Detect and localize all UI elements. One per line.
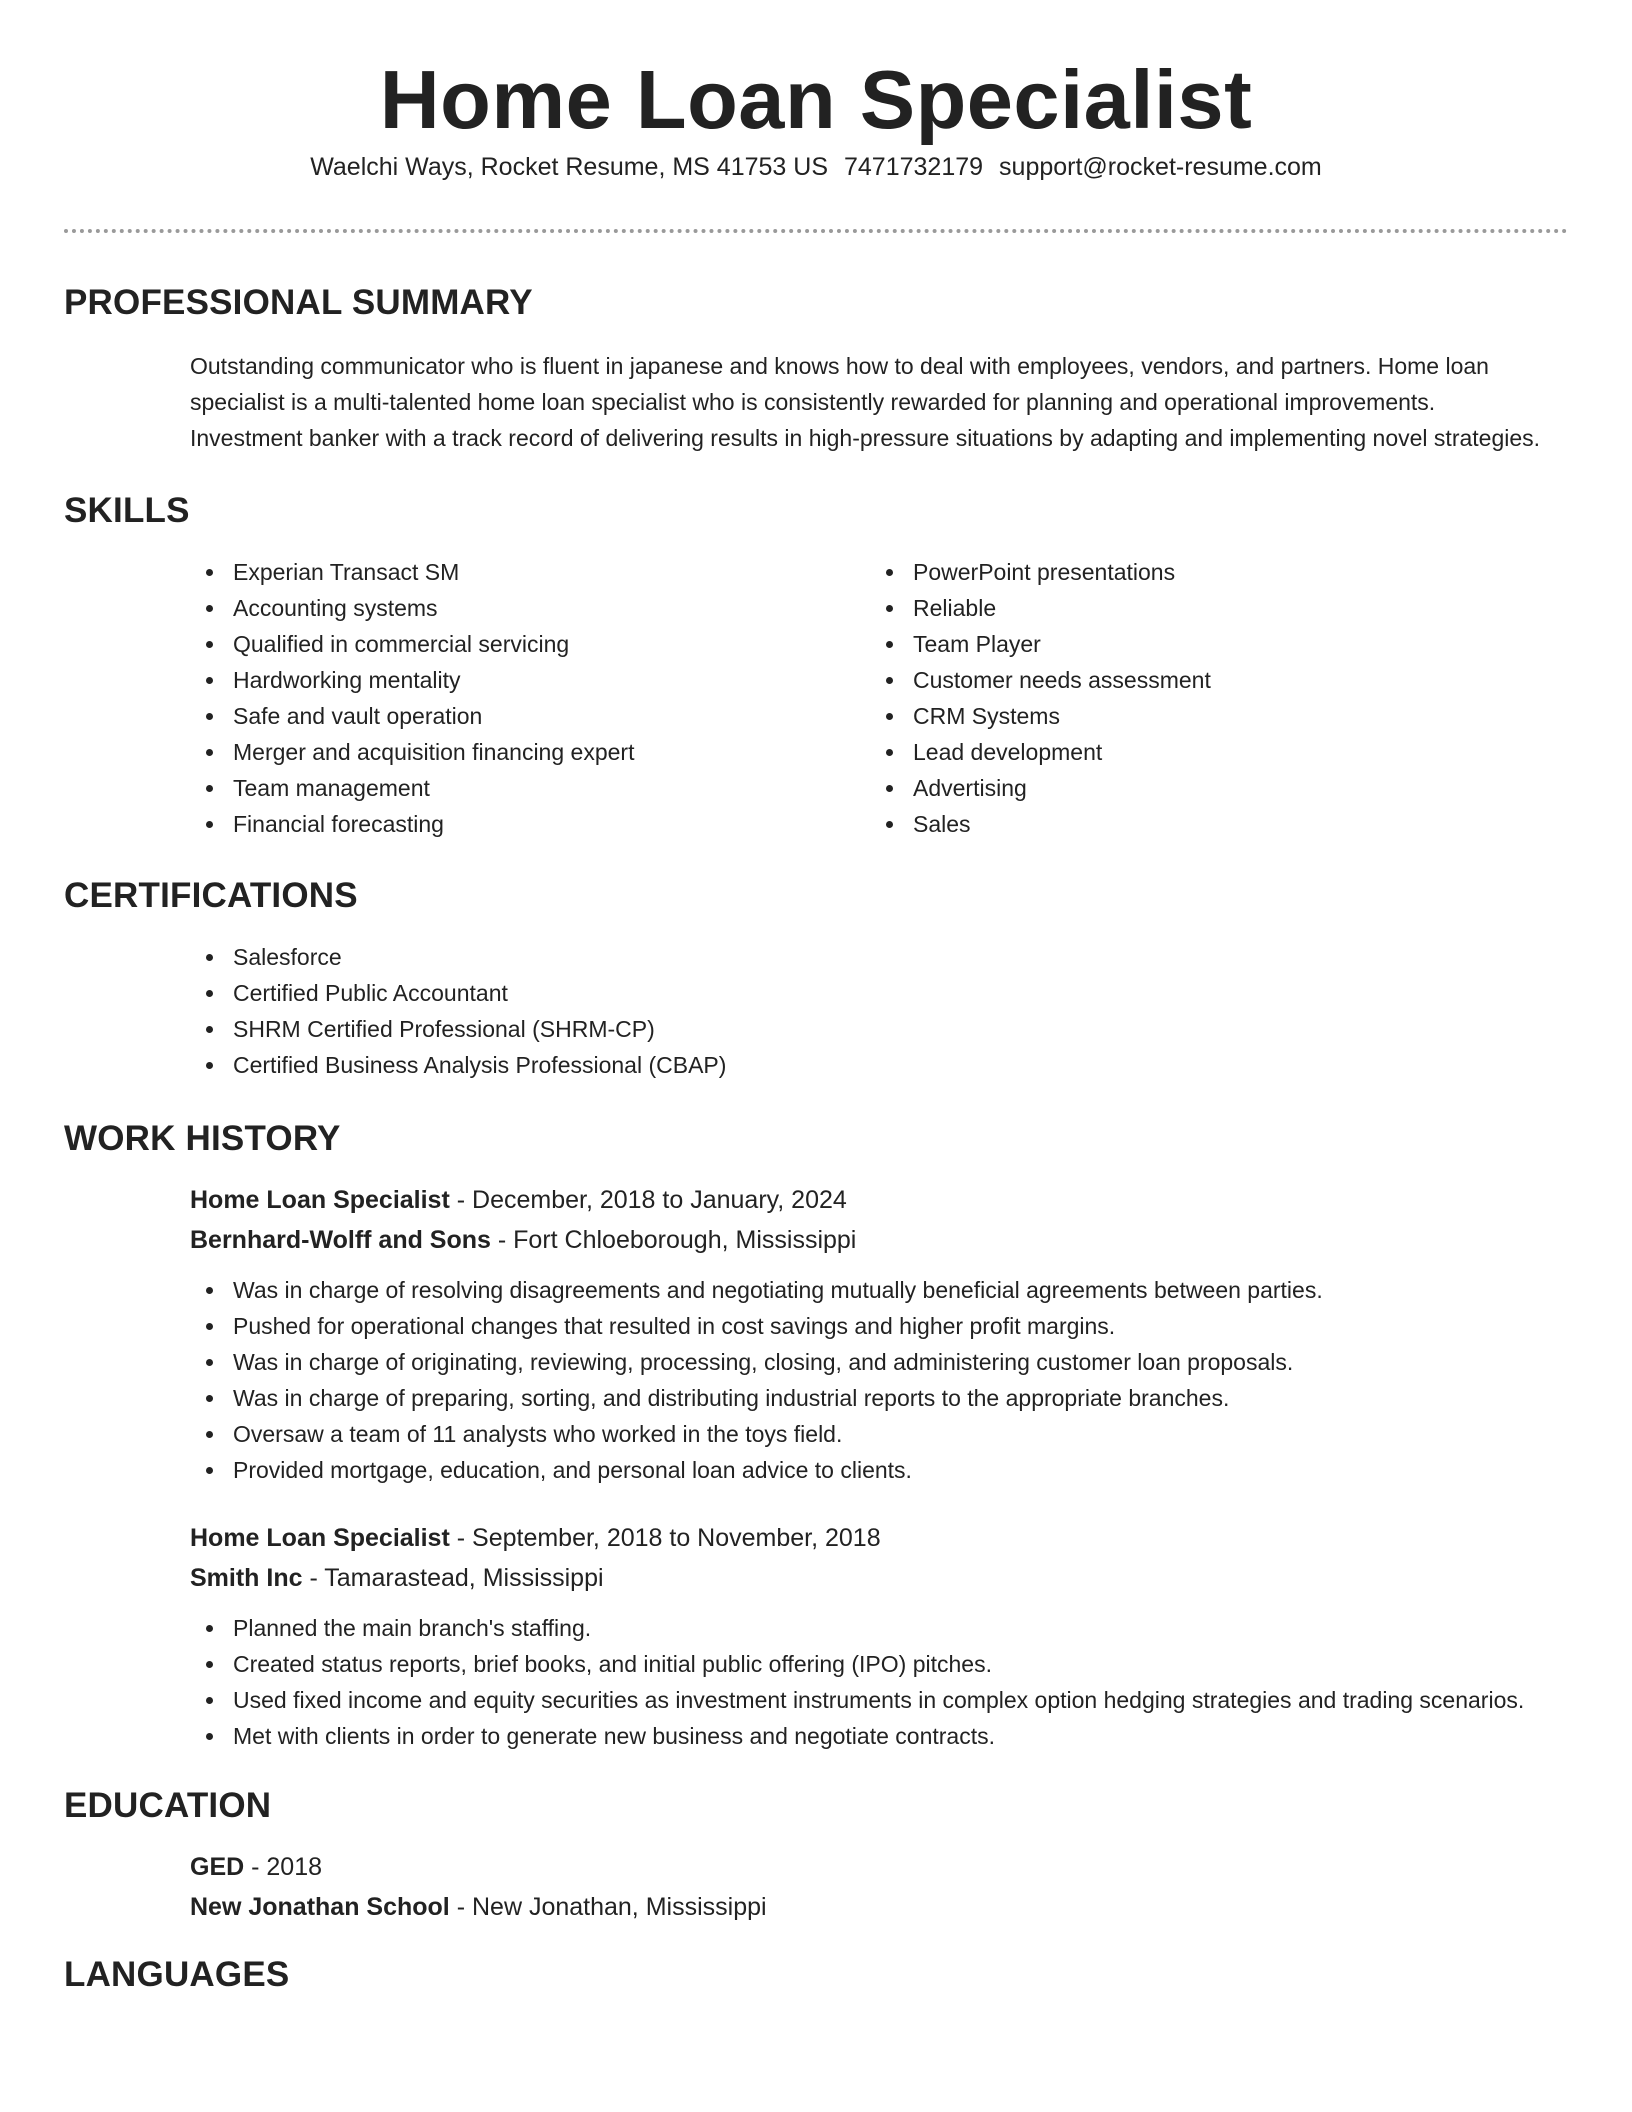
skill-item: Financial forecasting [190, 806, 870, 842]
header-divider [64, 229, 1568, 233]
job-duty: Oversaw a team of 11 analysts who worked in the toys field. [190, 1416, 1568, 1452]
education-degree-line [190, 1847, 1568, 1887]
contact-line [64, 155, 1568, 193]
skills-list-right [870, 554, 1568, 842]
section-title-education: EDUCATION [64, 1786, 272, 1825]
job-duty: Pushed for operational changes that resulted in cost savings and higher profit margins. [190, 1308, 1568, 1344]
section-title-skills: SKILLS [64, 491, 190, 530]
skill-item: Team Player [870, 626, 1568, 662]
skill-item: Advertising [870, 770, 1568, 806]
education-entry [190, 1847, 1568, 1927]
job-duty: Met with clients in order to generate new business and negotiate contracts. [190, 1718, 1568, 1754]
job-duties-list [190, 1610, 1568, 1754]
job-duty: Was in charge of resolving disagreements and negotiating mutually beneficial agreements between parties. [190, 1272, 1568, 1308]
job-company-line [190, 1220, 1568, 1260]
skill-item: Merger and acquisition financing expert [190, 734, 870, 770]
section-title-languages: LANGUAGES [64, 1955, 290, 1994]
job-duty: Was in charge of originating, reviewing, processing, closing, and administering customer loan proposals. [190, 1344, 1568, 1380]
skill-item: Accounting systems [190, 590, 870, 626]
education-degree: GED [190, 1853, 245, 1881]
skill-item: Reliable [870, 590, 1568, 626]
job-title-line [190, 1518, 1568, 1558]
skill-item: Lead development [870, 734, 1568, 770]
skill-item: Sales [870, 806, 1568, 842]
section-title-certifications: CERTIFICATIONS [64, 876, 358, 915]
job-duty: Provided mortgage, education, and personal loan advice to clients. [190, 1452, 1568, 1488]
job-role: Home Loan Specialist [190, 1186, 450, 1214]
certification-item: Salesforce [190, 939, 1568, 975]
job-duty: Was in charge of preparing, sorting, and distributing industrial reports to the appropriate branches. [190, 1380, 1568, 1416]
skill-item: CRM Systems [870, 698, 1568, 734]
skill-item: Team management [190, 770, 870, 806]
job-entry [190, 1180, 1568, 1488]
skill-item: Hardworking mentality [190, 662, 870, 698]
section-title-work-history: WORK HISTORY [64, 1119, 341, 1158]
education-school: New Jonathan School [190, 1893, 450, 1921]
job-duty: Created status reports, brief books, and initial public offering (IPO) pitches. [190, 1646, 1568, 1682]
skills-grid [190, 554, 1568, 842]
job-duty: Planned the main branch's staffing. [190, 1610, 1568, 1646]
education-year: - 2018 [244, 1853, 323, 1881]
contact-email: support@rocket-resume.com [999, 153, 1322, 181]
certification-item: Certified Business Analysis Professional (CBAP) [190, 1047, 1568, 1083]
job-location: - Tamarastead, Mississippi [302, 1564, 604, 1592]
certifications-list [190, 939, 1568, 1083]
job-location: - Fort Chloeborough, Mississippi [490, 1226, 857, 1254]
job-dates: - September, 2018 to November, 2018 [449, 1524, 881, 1552]
job-company: Smith Inc [190, 1564, 303, 1592]
education-location: - New Jonathan, Mississippi [449, 1893, 767, 1921]
job-duties-list [190, 1272, 1568, 1488]
contact-address: Waelchi Ways, Rocket Resume, MS 41753 US [310, 153, 828, 181]
skill-item: Experian Transact SM [190, 554, 870, 590]
skill-item: PowerPoint presentations [870, 554, 1568, 590]
job-company-line [190, 1558, 1568, 1598]
job-role: Home Loan Specialist [190, 1524, 450, 1552]
job-company: Bernhard-Wolff and Sons [190, 1226, 491, 1254]
job-entry [190, 1518, 1568, 1754]
job-title-line [190, 1180, 1568, 1220]
job-duty: Used fixed income and equity securities as investment instruments in complex option hedging strategies and trading scenarios. [190, 1682, 1568, 1718]
certification-item: Certified Public Accountant [190, 975, 1568, 1011]
summary-text: Outstanding communicator who is fluent in japanese and knows how to deal with employees, vendors, and partners. Home loan specialist is a multi-talented home loan specialist who is consistently rewarded for planning and operational improvements. Investment banker with a track record of delivering results in high-pressure situations by adapting and implementing novel strategies. [190, 353, 1541, 451]
skill-item: Safe and vault operation [190, 698, 870, 734]
education-school-line [190, 1887, 1568, 1927]
skills-list-left [190, 554, 870, 842]
section-title-summary: PROFESSIONAL SUMMARY [64, 283, 533, 322]
certification-item: SHRM Certified Professional (SHRM-CP) [190, 1011, 1568, 1047]
resume-name: Home Loan Specialist [379, 53, 1253, 146]
skill-item: Customer needs assessment [870, 662, 1568, 698]
contact-phone: 7471732179 [844, 153, 984, 181]
job-dates: - December, 2018 to January, 2024 [449, 1186, 847, 1214]
skill-item: Qualified in commercial servicing [190, 626, 870, 662]
